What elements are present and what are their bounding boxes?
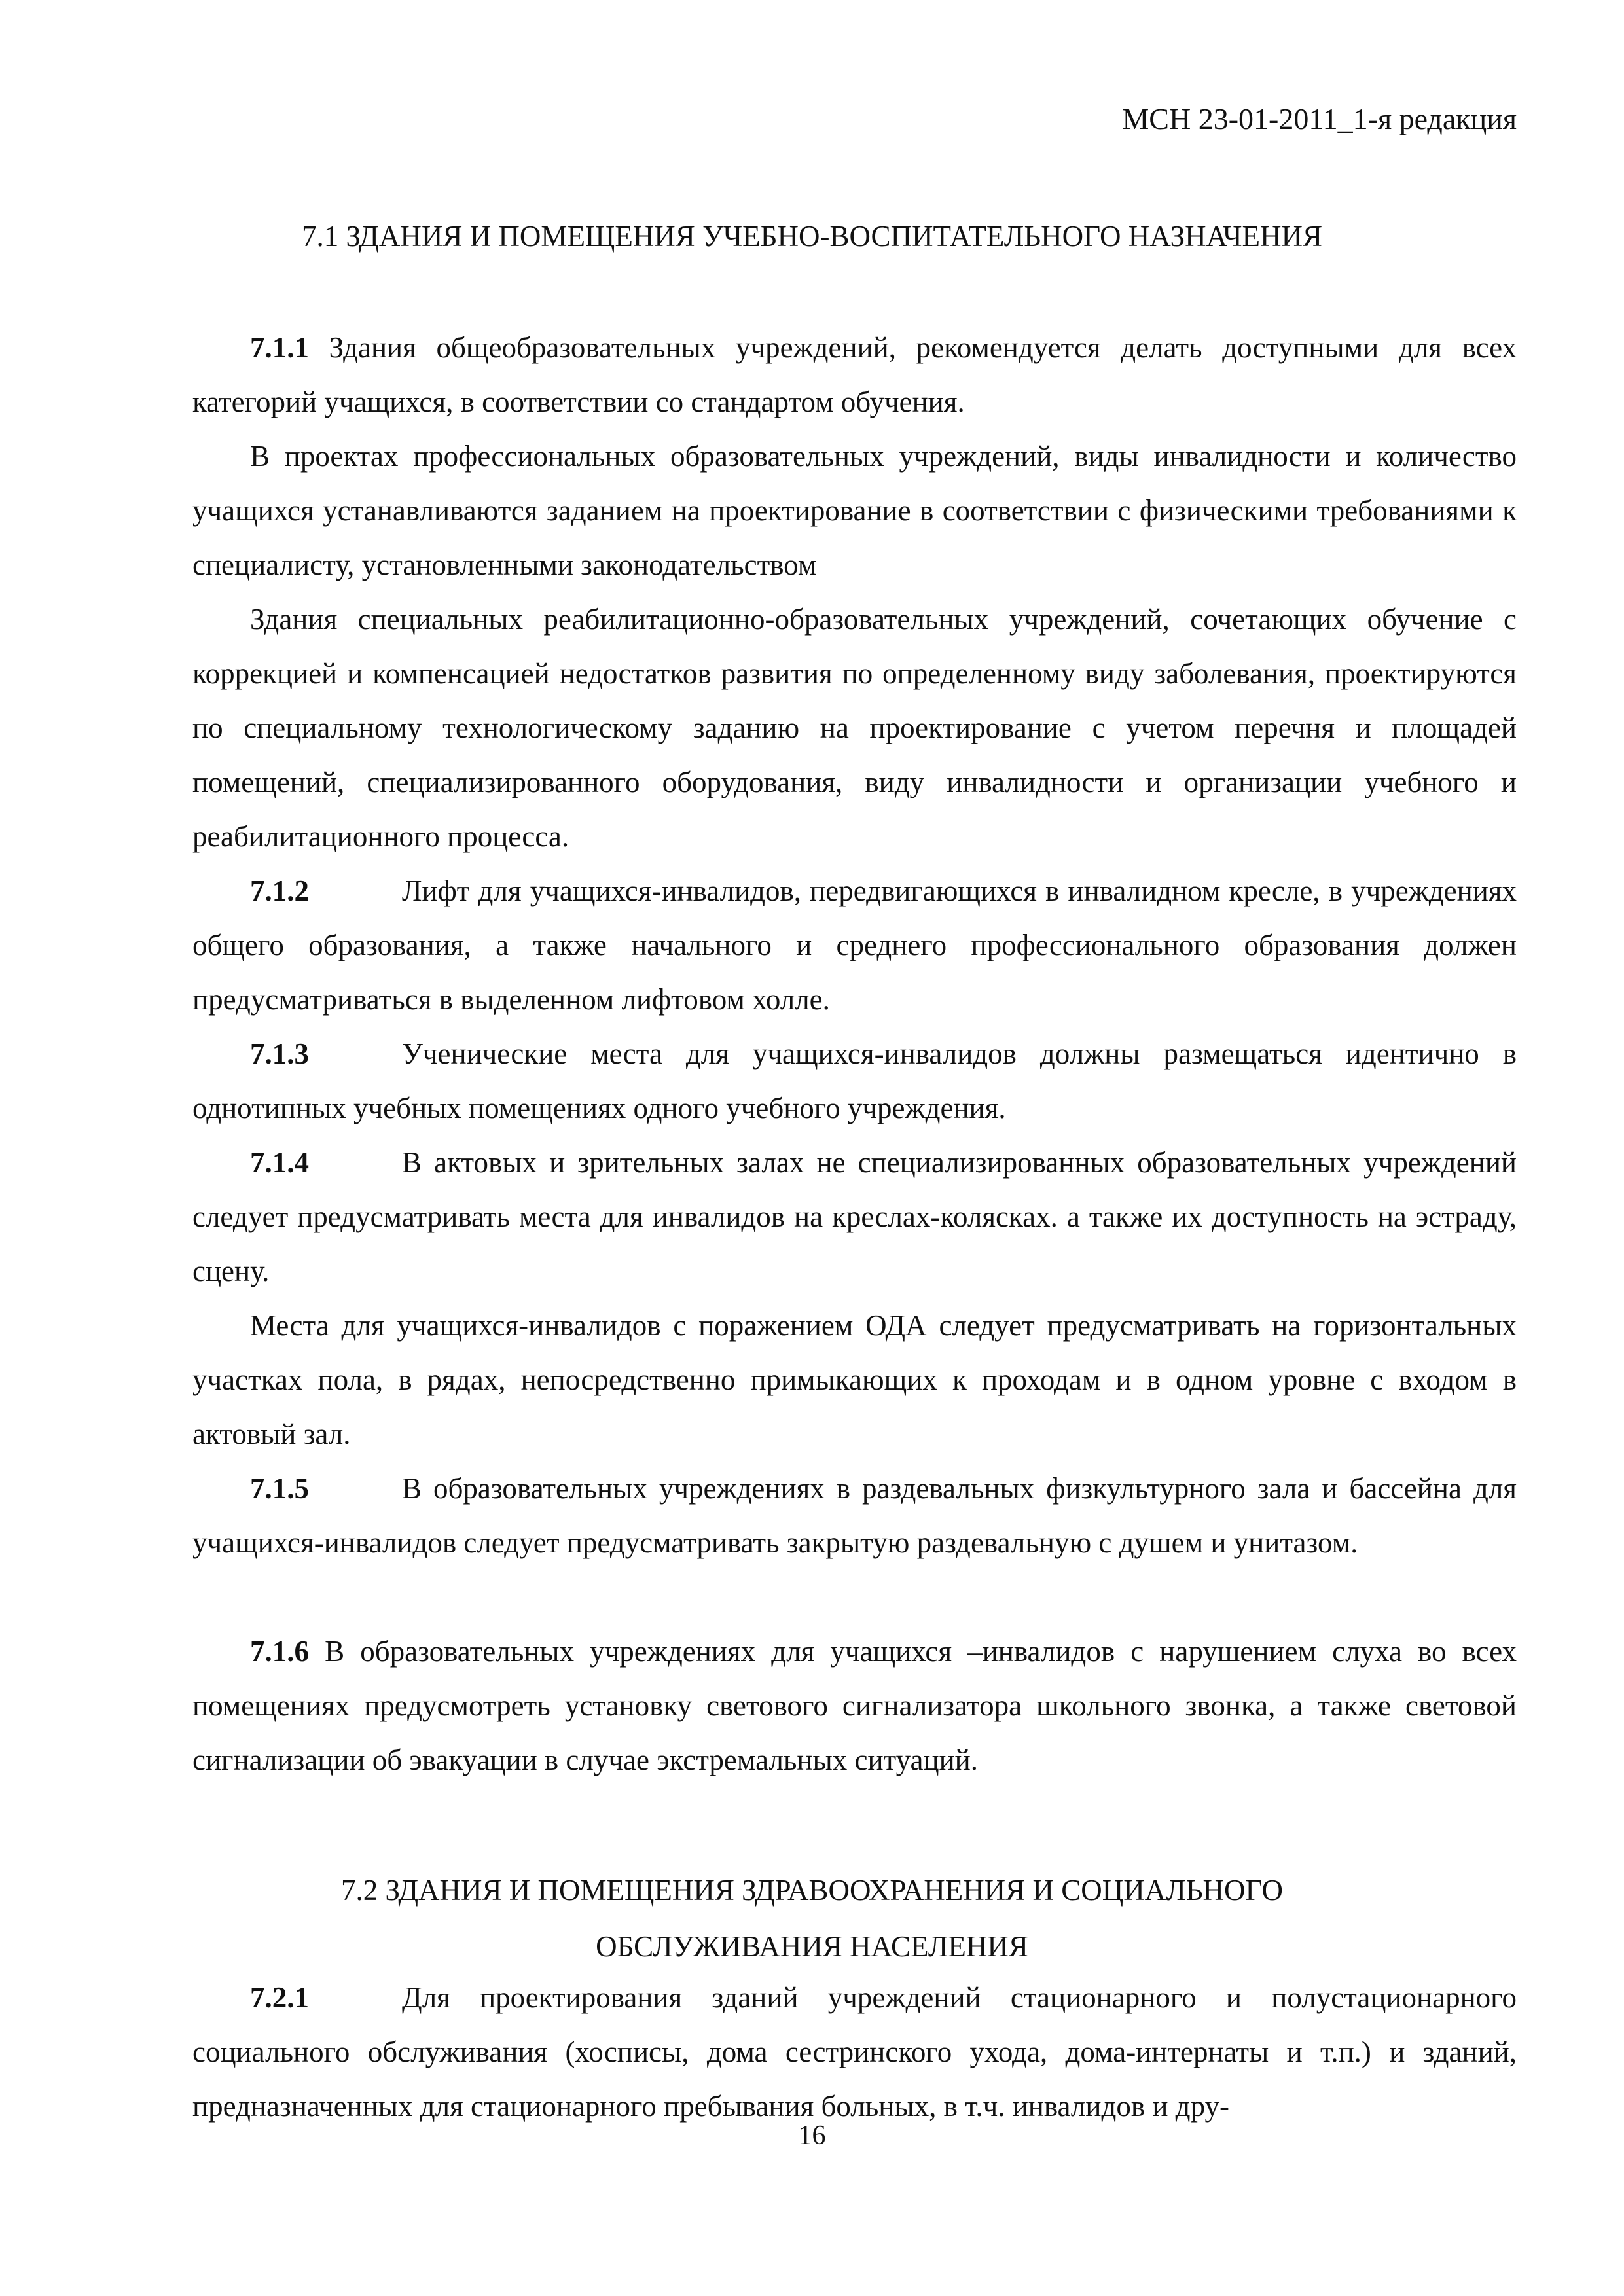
section-7-2-title xyxy=(196,1862,1428,1975)
paragraph-7-1-6 xyxy=(192,1624,1517,1787)
paragraph-7-1-4 xyxy=(192,1136,1517,1299)
paragraph-7-1-2 xyxy=(192,864,1517,1027)
clause-number: 7.1.2 xyxy=(250,874,309,907)
clause-number: 7.1.4 xyxy=(250,1146,309,1179)
paragraph-7-1-5 xyxy=(192,1462,1517,1570)
paragraph-oda-seats xyxy=(192,1299,1517,1462)
paragraph-text: Лифт для учащихся-инвалидов, передвигающихся в инвалидном кресле, в учреждениях общего образования, а также начального и среднего профессионального образования должен предусматриваться в выделенном лифтовом холле. xyxy=(192,874,1517,1016)
clause-number: 7.1.6 xyxy=(250,1635,309,1668)
paragraph-special-rehab xyxy=(192,592,1517,864)
paragraph-7-1-3 xyxy=(192,1027,1517,1136)
paragraph-text: Для проектирования зданий учреждений стационарного и полустационарного социального обслуживания (хосписы, дома сестринского ухода, дома-интернаты и т.п.) и зданий, предназначенных для стационарного пребывания больных, в т.ч. инвалидов и дру- xyxy=(192,1981,1517,2123)
section-7-1-title: 7.1 ЗДАНИЯ И ПОМЕЩЕНИЯ УЧЕБНО-ВОСПИТАТЕЛЬНОГО НАЗНАЧЕНИЯ xyxy=(301,220,1323,253)
paragraph-text: Здания общеобразовательных учреждений, рекомендуется делать доступными для всех категорий учащихся, в соответствии со стандартом обучения. xyxy=(192,331,1517,418)
clause-number: 7.1.5 xyxy=(250,1472,309,1505)
paragraph-text: В актовых и зрительных залах не специализированных образовательных учреждений следует предусматривать места для инвалидов на креслах-колясках. а также их доступность на эстраду, сцену. xyxy=(192,1146,1517,1287)
paragraph-professional xyxy=(192,429,1517,592)
paragraph-7-1-1 xyxy=(192,321,1517,429)
paragraph-7-2-1 xyxy=(192,1971,1517,2134)
clause-number: 7.1.1 xyxy=(250,331,309,364)
clause-number: 7.2.1 xyxy=(250,1981,309,2014)
paragraph-text: В образовательных учреждениях в раздевальных физкультурного зала и бассейна для учащихся-инвалидов следует предусматривать закрытую раздевальную с душем и унитазом. xyxy=(192,1472,1517,1559)
paragraph-text: В проектах профессиональных образовательных учреждений, виды инвалидности и количество учащихся устанавливаются заданием на проектирование в соответствии с физическими требованиями к специалисту, установленными законодательством xyxy=(192,440,1517,581)
paragraph-text: Здания специальных реабилитационно-образовательных учреждений, сочетающих обучение с коррекцией и компенсацией недостатков развития по определенному виду заболевания, проектируются по специальному технологическому заданию на проектирование с учетом перечня и площадей помещений, специализированного оборудования, виду инвалидности и организации учебного и реабилитационного процесса. xyxy=(192,603,1517,853)
section-title-line: ОБСЛУЖИВАНИЯ НАСЕЛЕНИЯ xyxy=(596,1930,1028,1963)
page-number: 16 xyxy=(798,2121,826,2151)
clause-number: 7.1.3 xyxy=(250,1037,309,1070)
section-title-line: 7.2 ЗДАНИЯ И ПОМЕЩЕНИЯ ЗДРАВООХРАНЕНИЯ И СОЦИАЛЬНОГО xyxy=(341,1874,1283,1907)
paragraph-text: Места для учащихся-инвалидов с поражением ОДА следует предусматривать на горизонтальных участках пола, в рядах, непосредственно примыкающих к проходам и в одном уровне с входом в актовый зал. xyxy=(192,1309,1517,1450)
paragraph-text: Ученические места для учащихся-инвалидов должны размещаться идентично в однотипных учебных помещениях одного учебного учреждения. xyxy=(192,1037,1517,1124)
paragraph-text: В образовательных учреждениях для учащихся –инвалидов с нарушением слуха во всех помещениях предусмотреть установку светового сигнализатора школьного звонка, а также световой сигнализации об эвакуации в случае экстремальных ситуаций. xyxy=(192,1635,1517,1776)
document-header: МСН 23-01-2011_1-я редакция xyxy=(1122,102,1517,135)
